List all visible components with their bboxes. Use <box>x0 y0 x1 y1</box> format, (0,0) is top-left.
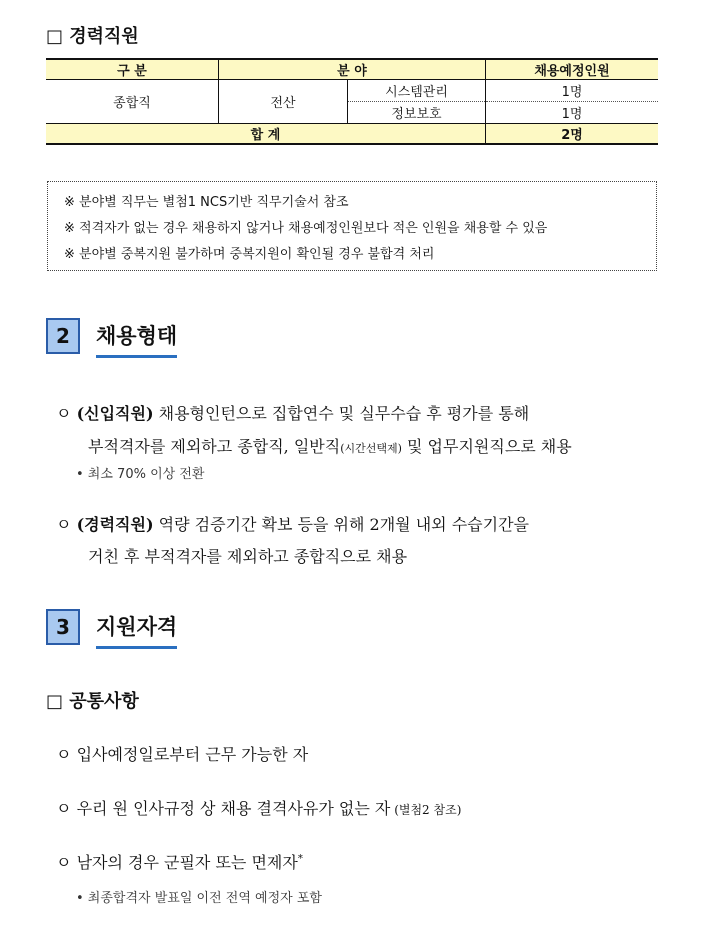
section-title: 채용형태 <box>96 320 177 358</box>
total-count: 2명 <box>486 124 659 145</box>
count-cell: 1명 <box>486 80 659 102</box>
notes-box <box>47 181 657 271</box>
military-footnote: • 최종합격자 발표일 이전 전역 예정자 포함 <box>76 891 322 906</box>
header-count: 채용예정인원 <box>486 59 659 80</box>
total-label: 합 계 <box>46 124 486 145</box>
bullet: ㅇ <box>56 404 72 423</box>
item-text: 입사예정일로부터 근무 가능한 자 <box>76 745 309 764</box>
count-cell: 1명 <box>561 107 583 122</box>
career-heading: □ 경력직원 <box>46 26 139 47</box>
table-total-row <box>46 124 658 145</box>
hiring-item-career-line2: 거친 후 부적격자를 제외하고 종합직으로 채용 <box>88 547 408 566</box>
item-text: 채용형인턴으로 집합연수 및 실무수습 후 평가를 통해 <box>153 404 530 423</box>
item-label: (경력직원) <box>76 515 154 534</box>
eligibility-item <box>56 742 308 765</box>
item-text: 부적격자를 제외하고 종합직, 일반직 <box>88 437 341 456</box>
item-text: 및 업무지원직으로 채용 <box>401 437 572 456</box>
note-item: ※ 적격자가 없는 경우 채용하지 않거나 채용예정인원보다 적은 인원을 채용할 수 있음 <box>64 221 548 236</box>
note-item: ※ 분야별 직무는 별첨1 NCS기반 직무기술서 참조 <box>64 195 349 210</box>
bullet: ㅇ <box>56 745 72 764</box>
eligibility-item <box>56 850 303 873</box>
bullet: ㅇ <box>56 853 72 872</box>
bullet: ㅇ <box>56 515 72 534</box>
common-heading: □ 공통사항 <box>46 691 139 712</box>
item-label: (신입직원) <box>76 404 154 423</box>
item-text: 우리 원 인사규정 상 채용 결격사유가 없는 자 <box>76 799 391 818</box>
item-text: 역량 검증기간 확보 등을 위해 2개월 내외 수습기간을 <box>153 515 529 534</box>
hiring-item-career <box>56 512 529 535</box>
header-field: 분 야 <box>219 59 486 80</box>
item-note: (별첨2 참조) <box>390 803 462 817</box>
section-title: 지원자격 <box>96 611 177 649</box>
section-number: 2 <box>46 318 80 354</box>
eligibility-item <box>56 796 461 819</box>
table-row <box>46 80 658 102</box>
subfield-cell: 정보보호 <box>348 102 486 124</box>
bullet: ㅇ <box>56 799 72 818</box>
field-cell: 전산 <box>219 80 348 124</box>
hiring-item-new <box>56 401 529 424</box>
item-note: (시간선택제) <box>340 442 402 455</box>
item-text: 남자의 경우 군필자 또는 면제자 <box>76 853 298 872</box>
section-number: 3 <box>46 609 80 645</box>
conversion-note: • 최소 70% 이상 전환 <box>76 467 205 482</box>
note-item: ※ 분야별 중복지원 불가하며 중복지원이 확인될 경우 불합격 처리 <box>64 247 435 262</box>
subfield-cell: 시스템관리 <box>348 80 486 102</box>
table-header-row <box>46 59 658 80</box>
header-category: 구 분 <box>46 59 219 80</box>
footnote-mark: * <box>297 853 303 865</box>
recruit-table <box>46 58 658 145</box>
category-cell: 종합직 <box>46 80 219 124</box>
hiring-item-new-line2 <box>88 434 572 457</box>
